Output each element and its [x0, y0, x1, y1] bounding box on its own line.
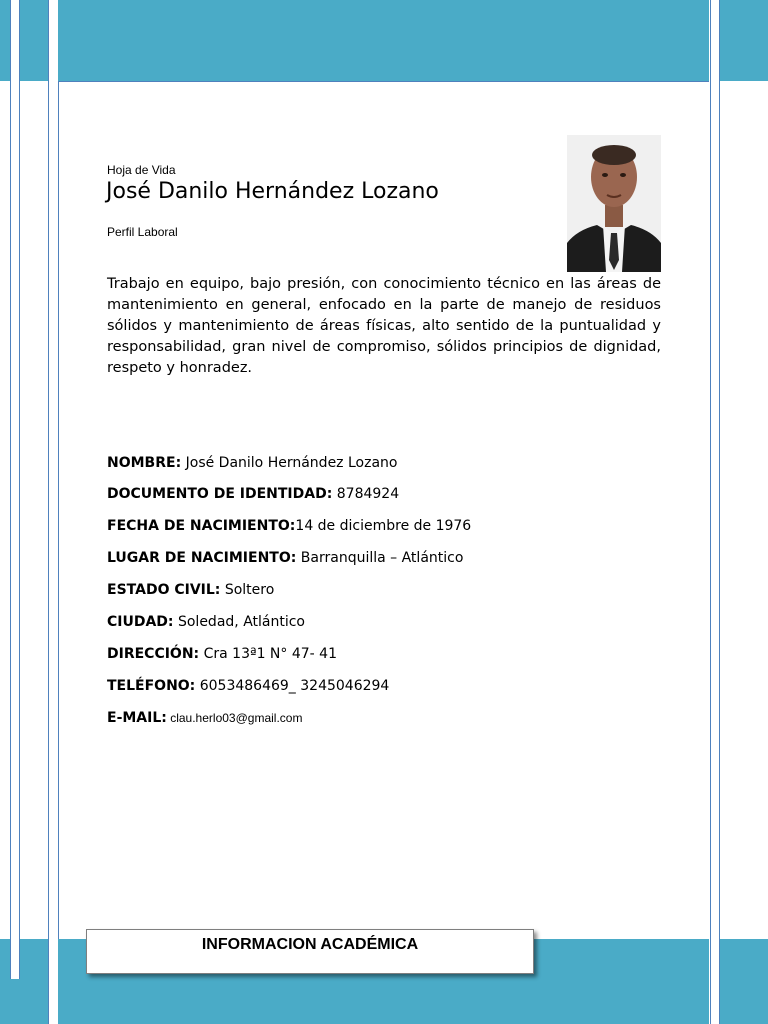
field-value: 14 de diciembre de 1976 — [295, 518, 472, 534]
profile-summary: Trabajo en equipo, bajo presión, con conocimiento técnico en las áreas de mantenimiento en general, enfocado en la parte de manejo de residuos sólidos y mantenimiento de áreas físicas, alto sentido de la puntualidad y responsabilidad, gran nivel de compromiso, sólidos principios de dignidad, respeto y honradez. — [107, 276, 661, 376]
field-estado-civil — [107, 582, 274, 598]
left-page-edge — [10, 0, 20, 979]
profile-photo — [567, 135, 661, 272]
academic-title: INFORMACION ACADÉMICA — [201, 936, 419, 953]
field-lugar-nacimiento — [107, 550, 463, 566]
field-value: Barranquilla – Atlántico — [296, 550, 464, 566]
right-top-band — [720, 0, 768, 81]
left-bottom-band — [0, 939, 48, 1024]
person-portrait-icon — [567, 135, 661, 272]
doc-label: Hoja de Vida — [107, 163, 176, 177]
right-divider — [719, 0, 720, 1024]
page-title: José Danilo Hernández Lozano — [106, 179, 439, 204]
field-label: ESTADO CIVIL: — [107, 582, 221, 598]
field-value: clau.herlo03@gmail.com — [166, 711, 303, 725]
field-label: DOCUMENTO DE IDENTIDAD: — [107, 486, 333, 502]
field-fecha-nacimiento — [107, 518, 471, 534]
page-header-band — [58, 0, 709, 82]
field-value: José Danilo Hernández Lozano — [181, 455, 398, 471]
field-value: 8784924 — [332, 486, 400, 502]
field-direccion — [107, 646, 337, 662]
academic-section-header — [86, 929, 534, 974]
field-value: Cra 13ª1 N° 47- 41 — [199, 646, 337, 662]
field-label: LUGAR DE NACIMIENTO: — [107, 550, 297, 566]
field-value: Soltero — [220, 582, 275, 598]
field-label: FECHA DE NACIMIENTO: — [107, 518, 296, 534]
field-label: TELÉFONO: — [107, 678, 196, 694]
field-label: CIUDAD: — [107, 614, 174, 630]
section-label: Perfil Laboral — [107, 225, 178, 239]
field-telefono — [107, 678, 389, 694]
field-value: 6053486469_ 3245046294 — [195, 678, 390, 694]
field-label: E-MAIL: — [107, 710, 167, 726]
field-value: Soledad, Atlántico — [173, 614, 305, 630]
left-divider — [48, 0, 49, 1024]
field-label: NOMBRE: — [107, 455, 182, 471]
field-documento — [107, 486, 399, 502]
field-ciudad — [107, 614, 305, 630]
right-bottom-band — [720, 939, 768, 1024]
left-top-band — [0, 0, 48, 81]
field-nombre — [107, 455, 397, 471]
field-email — [107, 710, 302, 726]
field-label: DIRECCIÓN: — [107, 646, 200, 662]
